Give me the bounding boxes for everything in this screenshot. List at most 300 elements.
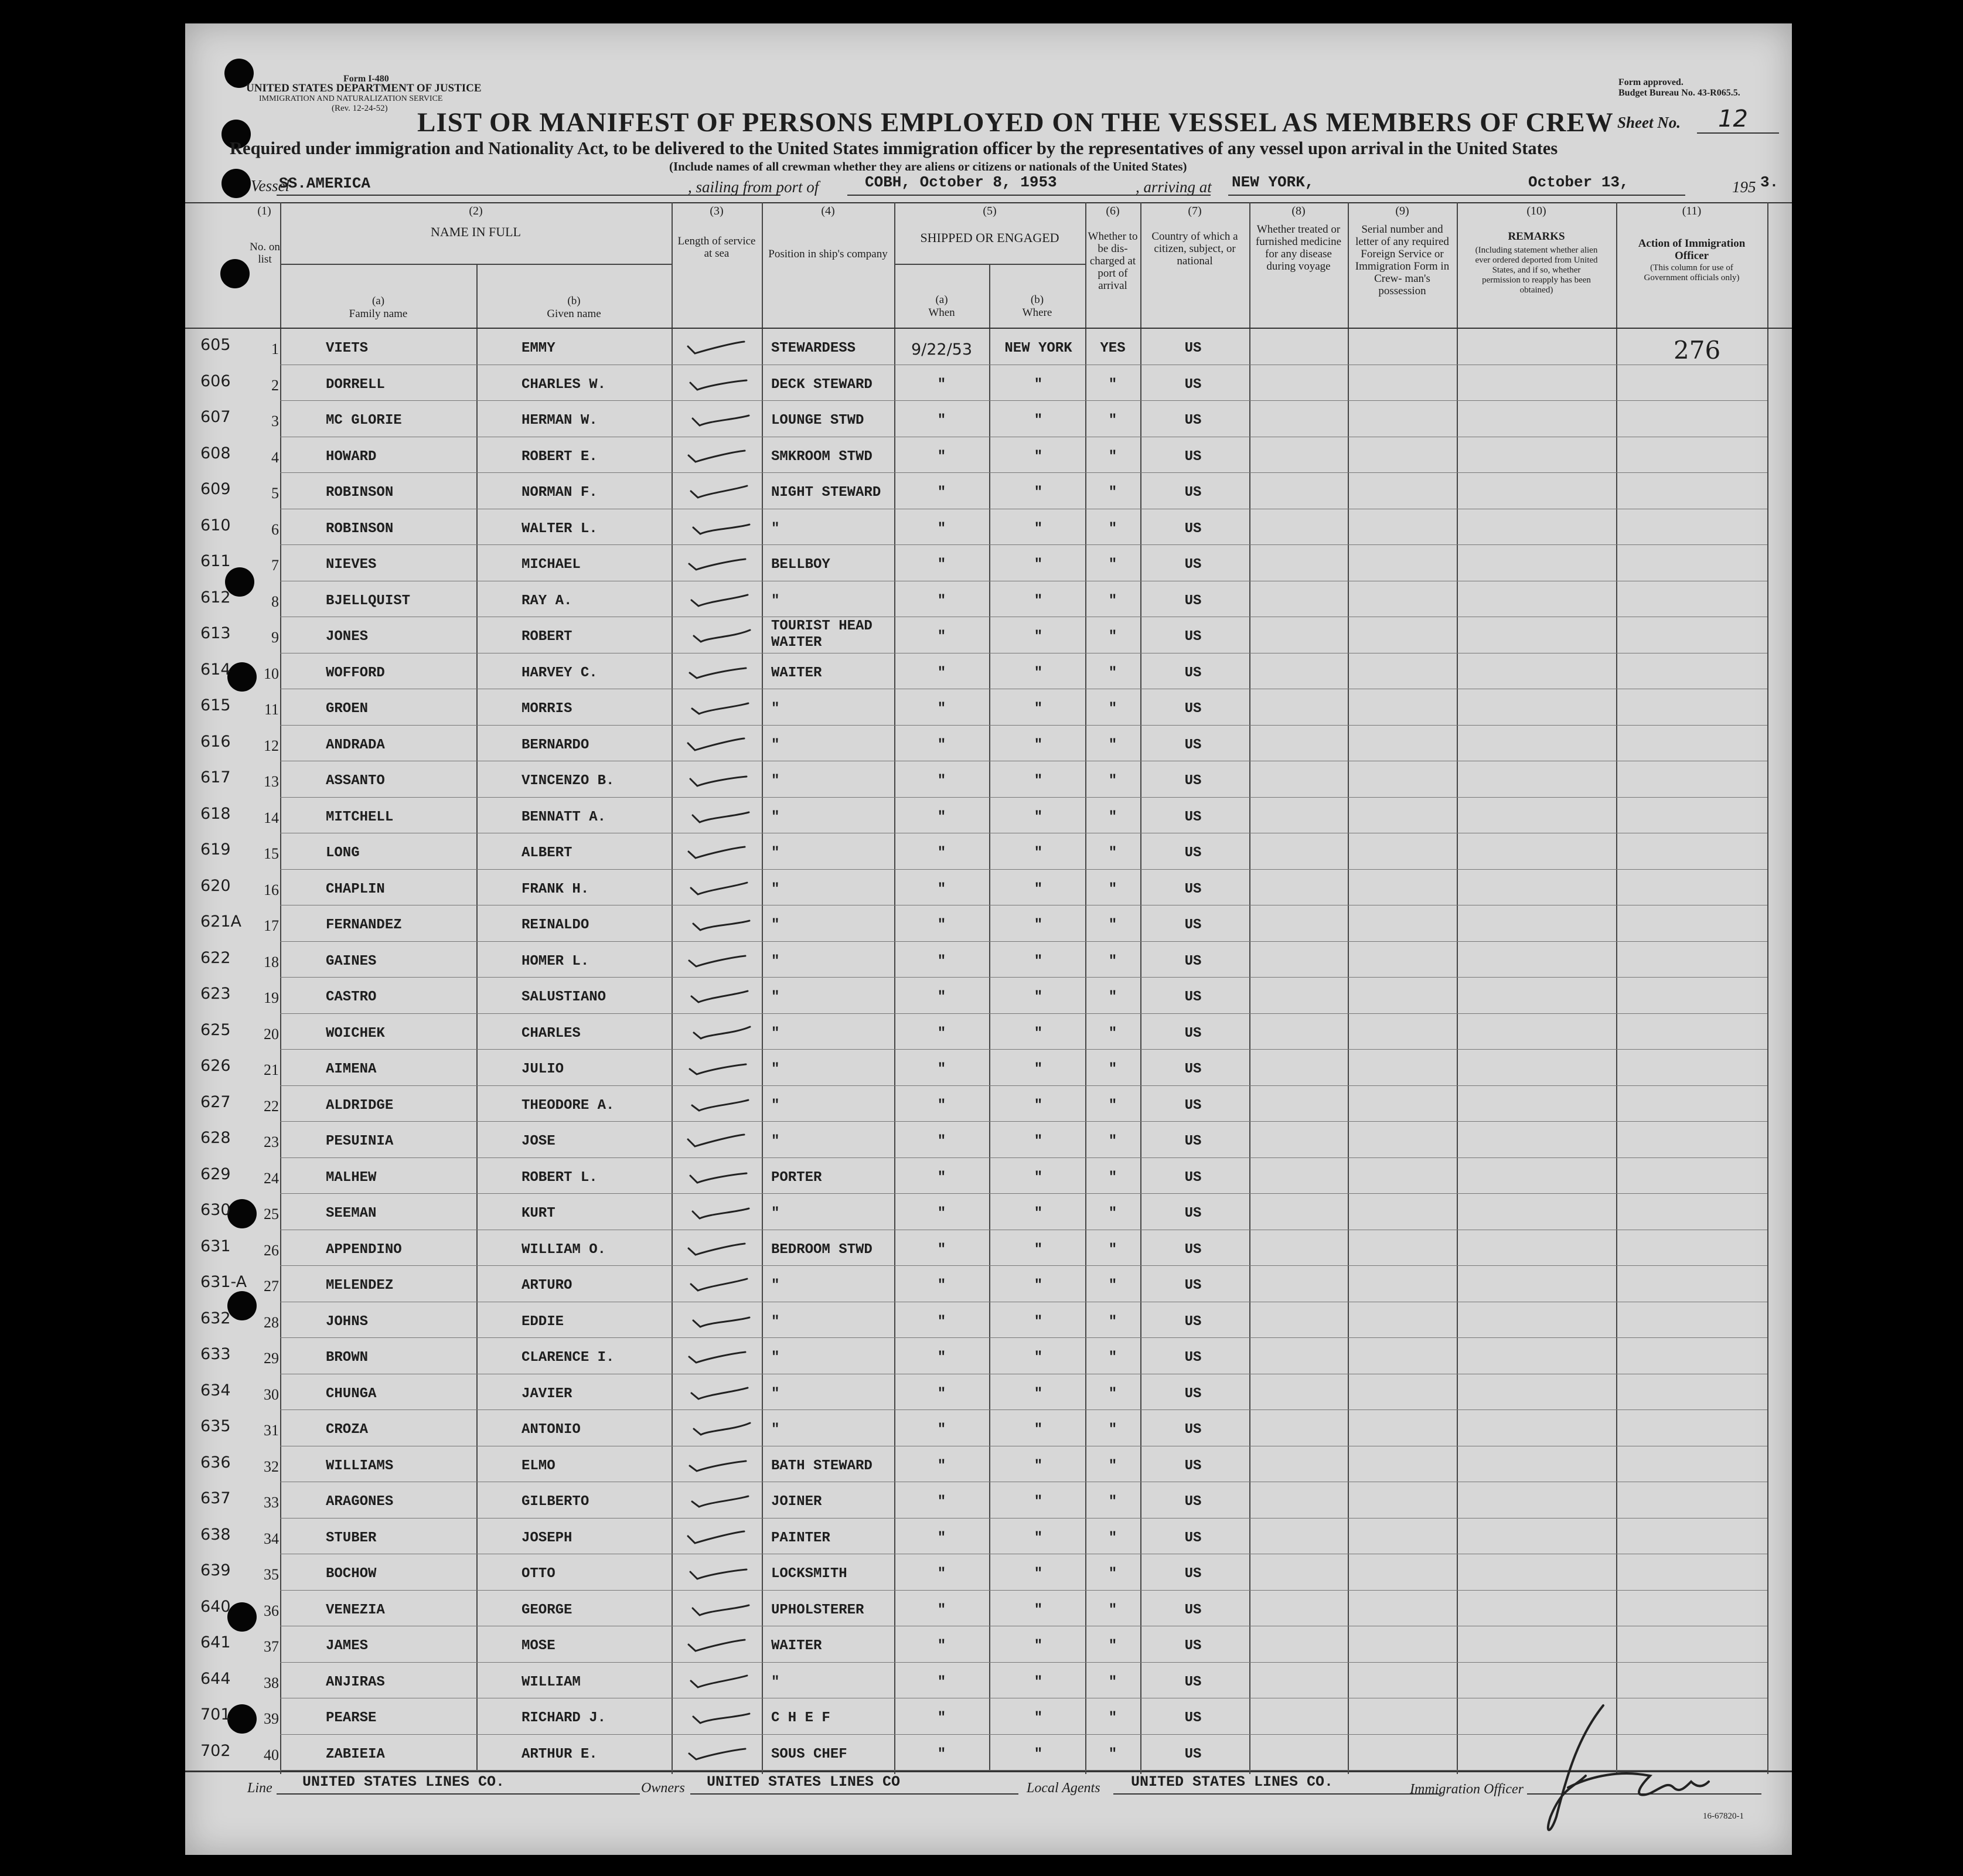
arriving-value: NEW YORK, — [1232, 173, 1314, 191]
check-mark-icon — [675, 1486, 763, 1515]
country: US — [1184, 557, 1202, 573]
discharged: " — [1108, 1241, 1117, 1258]
row-ref-number: 626 — [200, 1057, 231, 1075]
shipped-when: " — [937, 1025, 946, 1041]
country: US — [1184, 1241, 1202, 1258]
given-name: HERMAN W. — [522, 413, 598, 428]
shipped-when: " — [937, 557, 946, 573]
check-mark-icon — [675, 909, 763, 938]
shipped-when: " — [937, 1710, 946, 1726]
row-ref-number: 632 — [200, 1309, 231, 1327]
shipped-where: " — [1034, 1169, 1043, 1186]
table-row — [185, 1663, 1792, 1699]
row-ref-number: 631 — [200, 1237, 231, 1255]
country: US — [1184, 485, 1202, 501]
check-mark-icon — [675, 945, 763, 975]
shipped-when: " — [937, 701, 946, 717]
family-name: BJELLQUIST — [326, 593, 411, 609]
check-mark-icon — [675, 1306, 763, 1335]
row-number: 22 — [264, 1097, 279, 1115]
table-row — [185, 581, 1792, 618]
check-mark-icon — [675, 1017, 763, 1047]
position: SOUS CHEF — [771, 1746, 847, 1762]
table-row — [185, 1014, 1792, 1050]
check-mark-icon — [675, 1450, 763, 1479]
row-number: 32 — [264, 1458, 279, 1475]
col-family-name: Family name — [349, 308, 408, 320]
table-row — [185, 329, 1792, 365]
row-ref-number: 641 — [200, 1633, 231, 1652]
shipped-where: " — [1034, 1674, 1043, 1690]
row-ref-number: 637 — [200, 1489, 231, 1507]
row-ref-number: 701 — [200, 1705, 231, 1724]
row-ref-number: 622 — [200, 948, 231, 967]
row-number: 13 — [264, 773, 279, 790]
given-name: THEODORE A. — [522, 1097, 615, 1114]
position: " — [771, 917, 780, 933]
check-mark-icon — [675, 1053, 763, 1082]
col-num-2: (2) — [469, 205, 483, 217]
family-name: WOFFORD — [326, 665, 385, 681]
position: DECK STEWARD — [771, 376, 873, 393]
shipped-when: " — [937, 809, 946, 825]
given-name: HOMER L. — [522, 953, 589, 969]
row-number: 1 — [271, 341, 279, 358]
row-number: 18 — [264, 953, 279, 971]
row-number: 9 — [271, 629, 279, 646]
discharged: " — [1108, 485, 1117, 501]
table-row — [185, 1158, 1792, 1194]
check-mark-icon — [675, 549, 763, 578]
shipped-when: " — [937, 665, 946, 681]
country: US — [1184, 413, 1202, 428]
family-name: GROEN — [326, 701, 369, 717]
shipped-when: " — [937, 1746, 946, 1762]
country: US — [1184, 1385, 1202, 1402]
position: WAITER — [771, 665, 822, 681]
manifest-sheet — [185, 23, 1792, 1855]
given-name: ARTHUR E. — [522, 1746, 598, 1762]
discharged: " — [1108, 809, 1117, 825]
discharged: " — [1108, 413, 1117, 428]
family-name: ASSANTO — [326, 773, 385, 789]
check-mark-icon — [675, 1378, 763, 1407]
col-medicine: Whether treated or furnished medicine for any disease during voyage — [1255, 223, 1342, 273]
col-when: When — [928, 307, 955, 319]
discharged: " — [1108, 1602, 1117, 1618]
col-length: Length of service at sea — [677, 235, 756, 260]
row-ref-number: 615 — [200, 696, 231, 714]
shipped-when: " — [937, 413, 946, 428]
position: NIGHT STEWARD — [771, 485, 881, 501]
discharged: YES — [1100, 341, 1126, 356]
check-mark-icon — [675, 1234, 763, 1263]
family-name: MALHEW — [326, 1169, 377, 1186]
given-name: EDDIE — [522, 1313, 564, 1330]
revision: (Rev. 12-24-52) — [332, 104, 388, 113]
shipped-where: " — [1034, 1278, 1043, 1293]
discharged: " — [1108, 1169, 1117, 1186]
sheet-number: 12 — [1718, 105, 1748, 132]
discharged: " — [1108, 737, 1117, 753]
sailing-value: COBH, October 8, 1953 — [865, 173, 1057, 191]
year-value: 3. — [1760, 173, 1779, 191]
shipped-when: " — [937, 1350, 946, 1366]
family-name: CHAPLIN — [326, 881, 385, 897]
position: " — [771, 1313, 780, 1330]
table-row — [185, 905, 1792, 942]
print-code: 16-67820-1 — [1703, 1812, 1744, 1821]
check-mark-icon — [675, 1558, 763, 1587]
row-number: 5 — [271, 485, 279, 502]
table-row — [185, 1374, 1792, 1411]
discharged: " — [1108, 1566, 1117, 1582]
check-mark-icon — [675, 476, 763, 506]
row-number: 16 — [264, 881, 279, 898]
row-number: 37 — [264, 1638, 279, 1655]
country: US — [1184, 1133, 1202, 1149]
table-row — [185, 1230, 1792, 1266]
check-mark-icon — [675, 1125, 763, 1155]
position: UPHOLSTERER — [771, 1602, 864, 1618]
family-name: ANDRADA — [326, 737, 385, 753]
shipped-where: " — [1034, 1710, 1043, 1726]
row-ref-number: 609 — [200, 480, 231, 498]
row-number: 25 — [264, 1206, 279, 1223]
family-name: JAMES — [326, 1638, 369, 1654]
row-number: 35 — [264, 1566, 279, 1583]
row-number: 39 — [264, 1710, 279, 1727]
given-name: ROBERT L. — [522, 1169, 598, 1186]
given-name: ROBERT E. — [522, 448, 598, 465]
country: US — [1184, 341, 1202, 356]
row-number: 34 — [264, 1530, 279, 1547]
discharged: " — [1108, 845, 1117, 861]
country: US — [1184, 1530, 1202, 1546]
shipped-when: " — [937, 1458, 946, 1474]
family-name: HOWARD — [326, 448, 377, 465]
check-mark-icon — [675, 369, 763, 398]
owners-value: UNITED STATES LINES CO — [707, 1773, 901, 1790]
row-ref-number: 612 — [200, 588, 231, 607]
country: US — [1184, 1025, 1202, 1041]
shipped-where: " — [1034, 413, 1043, 428]
family-name: BOCHOW — [326, 1566, 377, 1582]
form-number: Form I-480 — [343, 74, 389, 84]
shipped-when: " — [937, 917, 946, 933]
family-name: CROZA — [326, 1422, 369, 1438]
table-row — [185, 1302, 1792, 1339]
row-number: 27 — [264, 1278, 279, 1295]
given-name: ALBERT — [522, 845, 572, 861]
shipped-when: " — [937, 1097, 946, 1114]
col-num-8: (8) — [1291, 205, 1306, 217]
position: SMKROOM STWD — [771, 448, 873, 465]
shipped-where: " — [1034, 593, 1043, 609]
family-name: CHUNGA — [326, 1385, 377, 1402]
shipped-when: " — [937, 989, 946, 1005]
row-ref-number: 620 — [200, 876, 231, 895]
row-ref-number: 606 — [200, 372, 231, 390]
include-line: (Include names of all crewman whether they are aliens or citizens or nationals of the United States) — [669, 159, 1187, 173]
col-country: Country of which a citizen, subject, or national — [1151, 230, 1238, 267]
table-row — [185, 1626, 1792, 1663]
check-mark-icon — [675, 332, 763, 362]
check-mark-icon — [675, 1666, 763, 1695]
check-mark-icon — [675, 1522, 763, 1551]
discharged: " — [1108, 1385, 1117, 1402]
row-number: 33 — [264, 1494, 279, 1511]
crew-rows — [185, 329, 1792, 1771]
vessel-value: SS.AMERICA — [279, 175, 371, 192]
row-ref-number: 611 — [200, 552, 231, 570]
agents-value: UNITED STATES LINES CO. — [1131, 1773, 1334, 1790]
col-name-in-full: NAME IN FULL — [431, 224, 521, 239]
discharged: " — [1108, 953, 1117, 969]
table-row — [185, 978, 1792, 1014]
discharged: " — [1108, 1313, 1117, 1330]
shipped-when: " — [937, 1241, 946, 1258]
family-name: BROWN — [326, 1350, 369, 1366]
country: US — [1184, 520, 1202, 537]
table-row — [185, 1410, 1792, 1446]
row-ref-number: 631-A — [200, 1273, 247, 1291]
table-row — [185, 1122, 1792, 1158]
shipped-where: " — [1034, 665, 1043, 681]
discharged: " — [1108, 989, 1117, 1005]
position: " — [771, 701, 780, 717]
country: US — [1184, 989, 1202, 1005]
row-number: 21 — [264, 1061, 279, 1078]
position: LOUNGE STWD — [771, 413, 864, 428]
check-mark-icon — [675, 801, 763, 830]
family-name: VENEZIA — [326, 1602, 385, 1618]
shipped-when: " — [937, 953, 946, 969]
country: US — [1184, 1313, 1202, 1330]
table-row — [185, 726, 1792, 762]
form-approved: Form approved. — [1618, 77, 1683, 87]
shipped-when: " — [937, 845, 946, 861]
row-ref-number: 613 — [200, 624, 231, 642]
country: US — [1184, 593, 1202, 609]
row-ref-number: 623 — [200, 985, 231, 1003]
row-ref-number: 625 — [200, 1020, 231, 1039]
check-mark-icon — [675, 1162, 763, 1191]
col-action: Action of Immigration Officer — [1638, 237, 1746, 262]
row-ref-number: 702 — [200, 1741, 231, 1760]
shipped-where: " — [1034, 1025, 1043, 1041]
shipped-when: " — [937, 1313, 946, 1330]
family-name: WOICHEK — [326, 1025, 385, 1041]
check-mark-icon — [675, 585, 763, 614]
row-number: 3 — [271, 413, 279, 430]
table-row — [185, 1446, 1792, 1483]
family-name: JONES — [326, 629, 369, 645]
discharged: " — [1108, 1422, 1117, 1438]
page-title: LIST OR MANIFEST OF PERSONS EMPLOYED ON THE VESSEL AS MEMBERS OF CREW — [417, 107, 1614, 138]
row-number: 2 — [271, 376, 279, 394]
table-row — [185, 1194, 1792, 1230]
col-shipped: SHIPPED OR ENGAGED — [920, 230, 1059, 245]
shipped-when: " — [937, 1494, 946, 1510]
table-row — [185, 473, 1792, 509]
row-number: 36 — [264, 1602, 279, 1619]
shipped-when: " — [937, 1422, 946, 1438]
given-name: CHARLES — [522, 1025, 581, 1041]
given-name: BERNARDO — [522, 737, 589, 753]
col-discharged: Whether to be dis- charged at port of arrival — [1088, 230, 1138, 292]
owners-label: Owners — [641, 1780, 685, 1796]
shipped-when: " — [937, 593, 946, 609]
family-name: SEEMAN — [326, 1206, 377, 1221]
check-mark-icon — [675, 1414, 763, 1443]
discharged: " — [1108, 1278, 1117, 1293]
country: US — [1184, 1710, 1202, 1726]
sheet-label: Sheet No. — [1617, 114, 1681, 131]
discharged: " — [1108, 557, 1117, 573]
country: US — [1184, 1494, 1202, 1510]
table-row — [185, 798, 1792, 834]
country: US — [1184, 448, 1202, 465]
position: " — [771, 1385, 780, 1402]
check-mark-icon — [675, 1197, 763, 1227]
shipped-when: " — [937, 1061, 946, 1077]
line-label: Line — [247, 1780, 272, 1796]
col-when-sub: (a) — [935, 294, 948, 306]
table-row — [185, 761, 1792, 798]
check-mark-icon — [675, 693, 763, 722]
country: US — [1184, 917, 1202, 933]
row-ref-number: 628 — [200, 1129, 231, 1147]
given-name: JULIO — [522, 1061, 564, 1077]
row-ref-number: 617 — [200, 768, 231, 787]
shipped-where: " — [1034, 845, 1043, 861]
position: " — [771, 737, 780, 753]
shipped-when: " — [937, 1133, 946, 1149]
shipped-where: " — [1034, 520, 1043, 537]
col-num-9: (9) — [1395, 205, 1409, 217]
family-name: VIETS — [326, 341, 369, 356]
family-name: MITCHELL — [326, 809, 394, 825]
col-remarks: REMARKS — [1508, 230, 1565, 243]
shipped-where: " — [1034, 1313, 1043, 1330]
country: US — [1184, 1566, 1202, 1582]
row-number: 6 — [271, 520, 279, 538]
family-name: GAINES — [326, 953, 377, 969]
row-number: 15 — [264, 845, 279, 862]
shipped-when: " — [937, 737, 946, 753]
check-mark-icon — [675, 404, 763, 434]
position: WAITER — [771, 1638, 822, 1654]
shipped-when: " — [937, 448, 946, 465]
sailing-label: , sailing from port of — [688, 178, 819, 196]
shipped-where: " — [1034, 1494, 1043, 1510]
table-row — [185, 545, 1792, 581]
table-row — [185, 833, 1792, 870]
family-name: ARAGONES — [326, 1494, 394, 1510]
discharged: " — [1108, 376, 1117, 393]
shipped-when: " — [937, 1638, 946, 1654]
shipped-where: " — [1034, 629, 1043, 645]
crew-table — [185, 202, 1792, 1774]
row-ref-number: 618 — [200, 804, 231, 823]
table-row — [185, 401, 1792, 437]
family-name: ZABIEIA — [326, 1746, 385, 1762]
country: US — [1184, 881, 1202, 897]
row-number: 14 — [264, 809, 279, 826]
shipped-when: " — [937, 1278, 946, 1293]
shipped-when: " — [937, 1674, 946, 1690]
country: US — [1184, 1602, 1202, 1618]
country: US — [1184, 1674, 1202, 1690]
discharged: " — [1108, 701, 1117, 717]
row-number: 11 — [264, 701, 279, 718]
officer-signature — [1533, 1700, 1720, 1840]
shipped-where: " — [1034, 485, 1043, 501]
position: " — [771, 953, 780, 969]
shipped-where: " — [1034, 1350, 1043, 1366]
discharged: " — [1108, 1674, 1117, 1690]
row-ref-number: 636 — [200, 1453, 231, 1472]
position: TOURIST HEAD WAITER — [771, 618, 873, 651]
row-number: 17 — [264, 917, 279, 934]
position: " — [771, 1278, 780, 1293]
given-name: CLARENCE I. — [522, 1350, 615, 1366]
discharged: " — [1108, 1097, 1117, 1114]
col-num-4: (4) — [821, 205, 835, 217]
check-mark-icon — [675, 837, 763, 866]
row-number: 26 — [264, 1241, 279, 1259]
country: US — [1184, 809, 1202, 825]
vessel-label: Vessel — [251, 177, 289, 195]
shipped-when: " — [937, 1169, 946, 1186]
year-label: 195 — [1732, 178, 1756, 196]
row-ref-number: 638 — [200, 1525, 231, 1544]
family-name: LONG — [326, 845, 360, 861]
position: " — [771, 1025, 780, 1041]
table-row — [185, 1518, 1792, 1555]
discharged: " — [1108, 520, 1117, 537]
check-mark-icon — [675, 441, 763, 470]
given-name: RICHARD J. — [522, 1710, 606, 1726]
shipped-where: " — [1034, 773, 1043, 789]
check-mark-icon — [675, 1342, 763, 1371]
given-name: OTTO — [522, 1566, 555, 1582]
shipped-where: " — [1034, 1206, 1043, 1221]
row-ref-number: 614 — [200, 660, 231, 679]
family-name: JOHNS — [326, 1313, 369, 1330]
table-row — [185, 509, 1792, 546]
discharged: " — [1108, 1710, 1117, 1726]
discharged: " — [1108, 665, 1117, 681]
check-mark-icon — [675, 981, 763, 1010]
position: " — [771, 593, 780, 609]
given-name: MOSE — [522, 1638, 555, 1654]
given-name: HARVEY C. — [522, 665, 598, 681]
country: US — [1184, 1638, 1202, 1654]
given-name: NORMAN F. — [522, 485, 598, 501]
given-name: EMMY — [522, 341, 555, 356]
shipped-where: NEW YORK — [1004, 341, 1072, 356]
country: US — [1184, 701, 1202, 717]
shipped-where: " — [1034, 1385, 1043, 1402]
row-number: 10 — [264, 665, 279, 682]
position: " — [771, 881, 780, 897]
check-mark-icon — [675, 1630, 763, 1659]
discharged: " — [1108, 1530, 1117, 1546]
row-number: 29 — [264, 1350, 279, 1367]
family-name: PESUINIA — [326, 1133, 394, 1149]
